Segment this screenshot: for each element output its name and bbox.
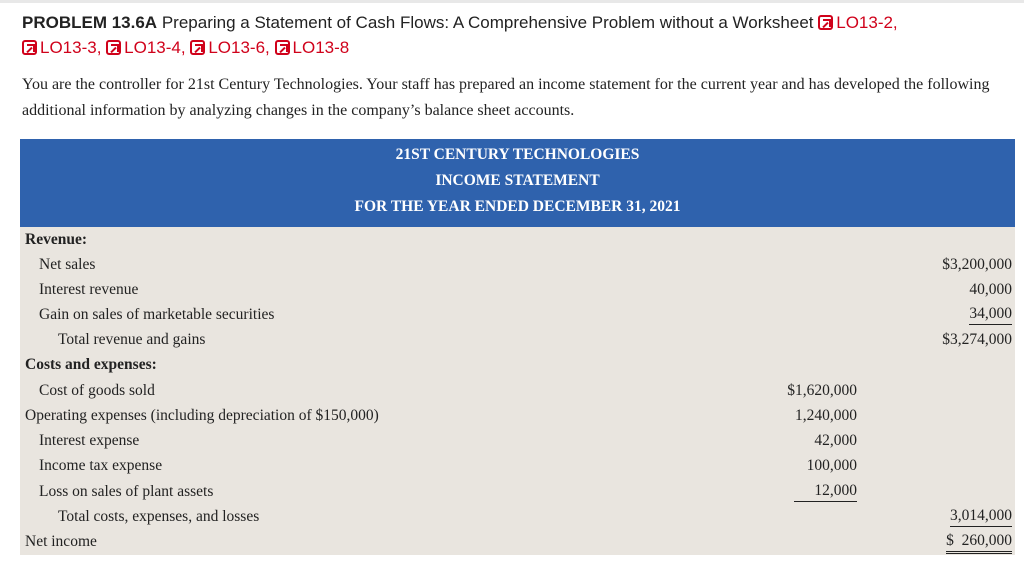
intro-paragraph: You are the controller for 21st Century Technologies. Your staff has prepared an income statement for the current year and has developed the following additional information by analyzing changes in the company’s balance sheet accounts. [22, 76, 990, 119]
revenue-header-row [20, 227, 1015, 252]
gain-securities-label: Gain on sales of marketable securities [39, 306, 275, 323]
operating-amount: 1,240,000 [795, 407, 857, 424]
interest-revenue-row [20, 277, 1015, 302]
income-tax-row [20, 453, 1015, 478]
net-sales-amount: $3,200,000 [942, 256, 1012, 273]
costs-header: Costs and expenses: [25, 356, 157, 373]
external-link-icon [190, 40, 205, 55]
interest-revenue-amount: 40,000 [969, 281, 1012, 298]
interest-expense-row [20, 428, 1015, 453]
problem-heading [22, 10, 1012, 60]
total-revenue-label: Total revenue and gains [58, 331, 206, 348]
objective-link-2[interactable]: LO13-3, [22, 38, 101, 57]
external-link-icon [275, 40, 290, 55]
cogs-label: Cost of goods sold [39, 382, 155, 399]
problem-number: PROBLEM 13.6A [22, 13, 158, 32]
gain-securities-row [20, 302, 1015, 327]
total-costs-row [20, 504, 1015, 529]
net-income-row [20, 529, 1015, 554]
dollar-sign: $ [946, 532, 954, 549]
statement-name: INCOME STATEMENT [435, 172, 600, 189]
cogs-amount: $1,620,000 [787, 382, 857, 399]
gain-securities-amount: 34,000 [969, 304, 1012, 325]
statement-body [20, 227, 1015, 555]
external-link-icon [818, 15, 833, 30]
interest-expense-label: Interest expense [39, 432, 140, 449]
income-tax-amount: 100,000 [806, 457, 857, 474]
income-tax-label: Income tax expense [39, 457, 163, 474]
objective-link-5[interactable]: LO13-8 [275, 38, 350, 57]
operating-row [20, 403, 1015, 428]
objective-link-1[interactable]: LO13-2, [818, 13, 897, 32]
problem-title: Preparing a Statement of Cash Flows: A Comprehensive Problem without a Worksheet [161, 13, 814, 32]
statement-header [20, 139, 1015, 227]
company-name: 21ST CENTURY TECHNOLOGIES [395, 146, 640, 163]
operating-label: Operating expenses (including depreciation of $150,000) [25, 407, 379, 424]
interest-expense-amount: 42,000 [814, 432, 857, 449]
net-sales-label: Net sales [39, 256, 96, 273]
loss-plant-row [20, 479, 1015, 504]
net-income-label: Net income [25, 533, 97, 550]
external-link-icon [106, 40, 121, 55]
external-link-icon [22, 40, 37, 55]
costs-header-row [20, 352, 1015, 377]
net-sales-row [20, 252, 1015, 277]
total-costs-amount: 3,014,000 [950, 506, 1012, 527]
total-revenue-row [20, 327, 1015, 352]
top-divider [0, 0, 1024, 3]
net-income-value: 260,000 [961, 532, 1012, 549]
total-costs-label: Total costs, expenses, and losses [58, 508, 260, 525]
loss-plant-label: Loss on sales of plant assets [39, 483, 214, 500]
net-income-amount [946, 531, 1012, 554]
total-revenue-amount: $3,274,000 [942, 331, 1012, 348]
income-statement [20, 139, 1015, 555]
loss-plant-amount: 12,000 [794, 481, 857, 502]
revenue-header: Revenue: [25, 231, 87, 248]
interest-revenue-label: Interest revenue [39, 281, 139, 298]
cogs-row [20, 378, 1015, 403]
statement-period: FOR THE YEAR ENDED DECEMBER 31, 2021 [354, 198, 681, 215]
objective-link-3[interactable]: LO13-4, [106, 38, 185, 57]
objective-link-4[interactable]: LO13-6, [190, 38, 269, 57]
